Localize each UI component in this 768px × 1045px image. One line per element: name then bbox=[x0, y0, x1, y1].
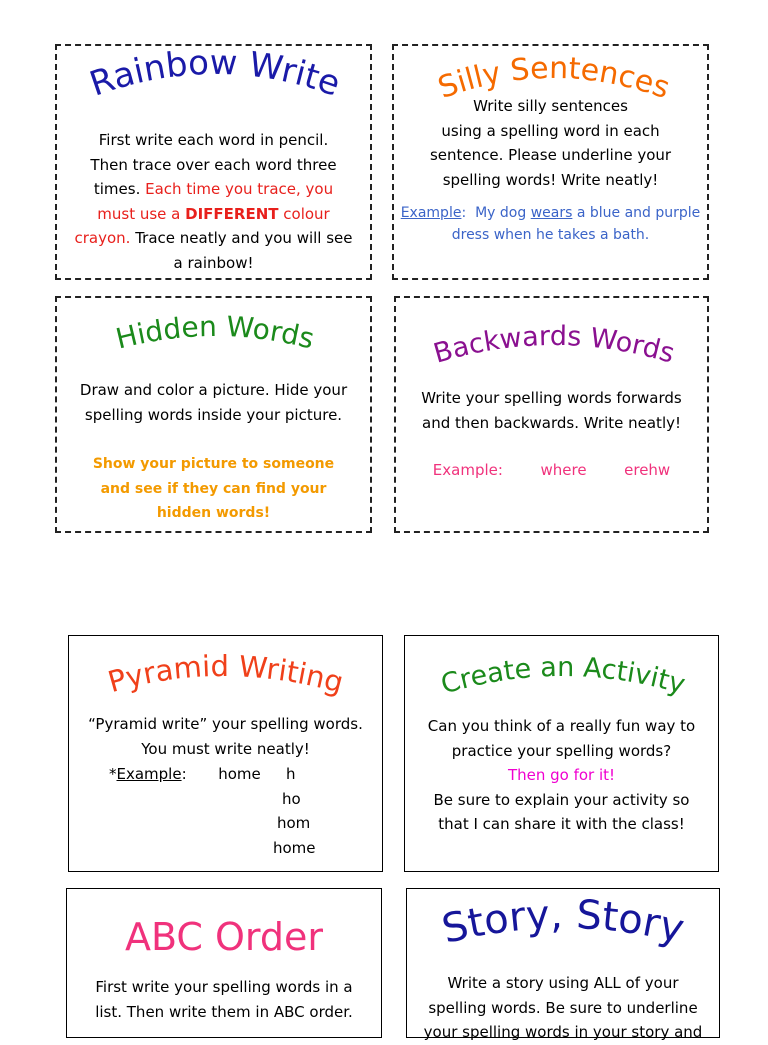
pyramid-row-1: h bbox=[286, 765, 296, 783]
hidden-line-2: spelling words inside your picture. bbox=[84, 405, 343, 424]
pyramid-writing-title-svg bbox=[69, 636, 384, 716]
story-line-2: spelling words. Be sure to underline bbox=[428, 998, 698, 1017]
abc-order-instructions bbox=[73, 975, 375, 1024]
create-line-2: practice your spelling words? bbox=[451, 741, 672, 760]
hidden-line-1: Draw and color a picture. Hide your bbox=[79, 381, 348, 399]
backwards-line-2: and then backwards. Write neatly! bbox=[422, 413, 681, 432]
create-activity-title: Create an Activity bbox=[437, 651, 689, 701]
backwards-line-1: Write your spelling words forwards bbox=[421, 389, 682, 407]
backwards-words-example: Example: where erehw bbox=[432, 461, 671, 479]
hidden-line-4: and see if they can find your bbox=[100, 480, 327, 497]
rainbow-line-4: must use a DIFFERENT colour bbox=[97, 204, 330, 223]
card-abc-order bbox=[66, 888, 382, 1038]
rainbow-line-2: Then trace over each word three bbox=[90, 155, 337, 174]
story-story-title-svg bbox=[407, 889, 721, 969]
card-pyramid-writing bbox=[68, 635, 383, 872]
pyramid-line-1: “Pyramid write” your spelling words. bbox=[88, 715, 363, 733]
silly-example-line-2: dress when he takes a bath. bbox=[451, 227, 650, 243]
abc-line-1: First write your spelling words in a bbox=[95, 978, 353, 996]
pyramid-writing-title: Pyramid Writing bbox=[104, 648, 348, 700]
abc-line-2: list. Then write them in ABC order. bbox=[95, 1002, 353, 1021]
create-activity-instructions bbox=[411, 714, 712, 837]
card-rainbow-write bbox=[55, 44, 372, 280]
silly-line-3: sentence. Please underline your bbox=[429, 146, 672, 164]
card-story-story bbox=[406, 888, 720, 1041]
rainbow-line-1: First write each word in pencil. bbox=[98, 131, 329, 149]
rainbow-line-6: a rainbow! bbox=[173, 253, 254, 272]
card-create-activity bbox=[404, 635, 719, 872]
silly-sentences-instructions bbox=[400, 94, 701, 192]
story-story-instructions bbox=[413, 971, 713, 1045]
rainbow-write-instructions bbox=[63, 128, 364, 275]
rainbow-line-5: crayon. Trace neatly and you will see bbox=[74, 229, 353, 247]
story-line-3: your spelling words in your story and bbox=[423, 1023, 703, 1041]
hidden-line-5: hidden words! bbox=[156, 505, 271, 521]
pyramid-line-2: You must write neatly! bbox=[141, 739, 310, 758]
silly-sentences-example bbox=[400, 202, 701, 246]
hidden-words-title-svg bbox=[57, 298, 374, 378]
silly-example-line-1: Example: My dog wears a blue and purple bbox=[400, 205, 701, 221]
silly-sentences-title: Silly Sentences bbox=[433, 50, 675, 107]
hidden-words-tip bbox=[63, 452, 364, 526]
backwards-words-title-svg bbox=[396, 298, 711, 378]
create-line-5: that I can share it with the class! bbox=[438, 815, 685, 833]
pyramid-row-2: ho bbox=[282, 789, 301, 808]
hidden-line-3: Show your picture to someone bbox=[92, 456, 335, 472]
pyramid-example-row-1: *Example: home bbox=[109, 765, 261, 783]
hidden-words-instructions bbox=[63, 378, 364, 427]
pyramid-rows bbox=[273, 762, 316, 860]
pyramid-example bbox=[109, 762, 261, 787]
silly-line-4: spelling words! Write neatly! bbox=[442, 170, 659, 189]
silly-line-1: Write silly sentences bbox=[473, 97, 628, 115]
rainbow-write-title: Rainbow Write bbox=[84, 42, 346, 105]
pyramid-row-4: home bbox=[273, 838, 316, 857]
create-line-4: Be sure to explain your activity so bbox=[433, 790, 690, 809]
create-activity-title-svg bbox=[405, 636, 720, 716]
hidden-words-title: Hidden Words bbox=[112, 309, 318, 356]
card-hidden-words bbox=[55, 296, 372, 533]
create-line-3: Then go for it! bbox=[507, 766, 616, 784]
pyramid-row-3: hom bbox=[277, 814, 311, 832]
backwards-words-instructions bbox=[402, 386, 701, 435]
story-line-1: Write a story using ALL of your bbox=[447, 974, 679, 992]
card-backwards-words bbox=[394, 296, 709, 533]
backwards-words-title: Backwards Words bbox=[430, 320, 678, 370]
abc-order-title: ABC Order bbox=[125, 915, 323, 959]
pyramid-writing-instructions bbox=[75, 712, 376, 761]
silly-line-2: using a spelling word in each bbox=[441, 121, 660, 140]
create-line-1: Can you think of a really fun way to bbox=[427, 717, 696, 735]
card-silly-sentences bbox=[392, 44, 709, 280]
rainbow-line-3: times. Each time you trace, you bbox=[93, 180, 334, 198]
story-story-title: Story, Story bbox=[437, 891, 689, 953]
